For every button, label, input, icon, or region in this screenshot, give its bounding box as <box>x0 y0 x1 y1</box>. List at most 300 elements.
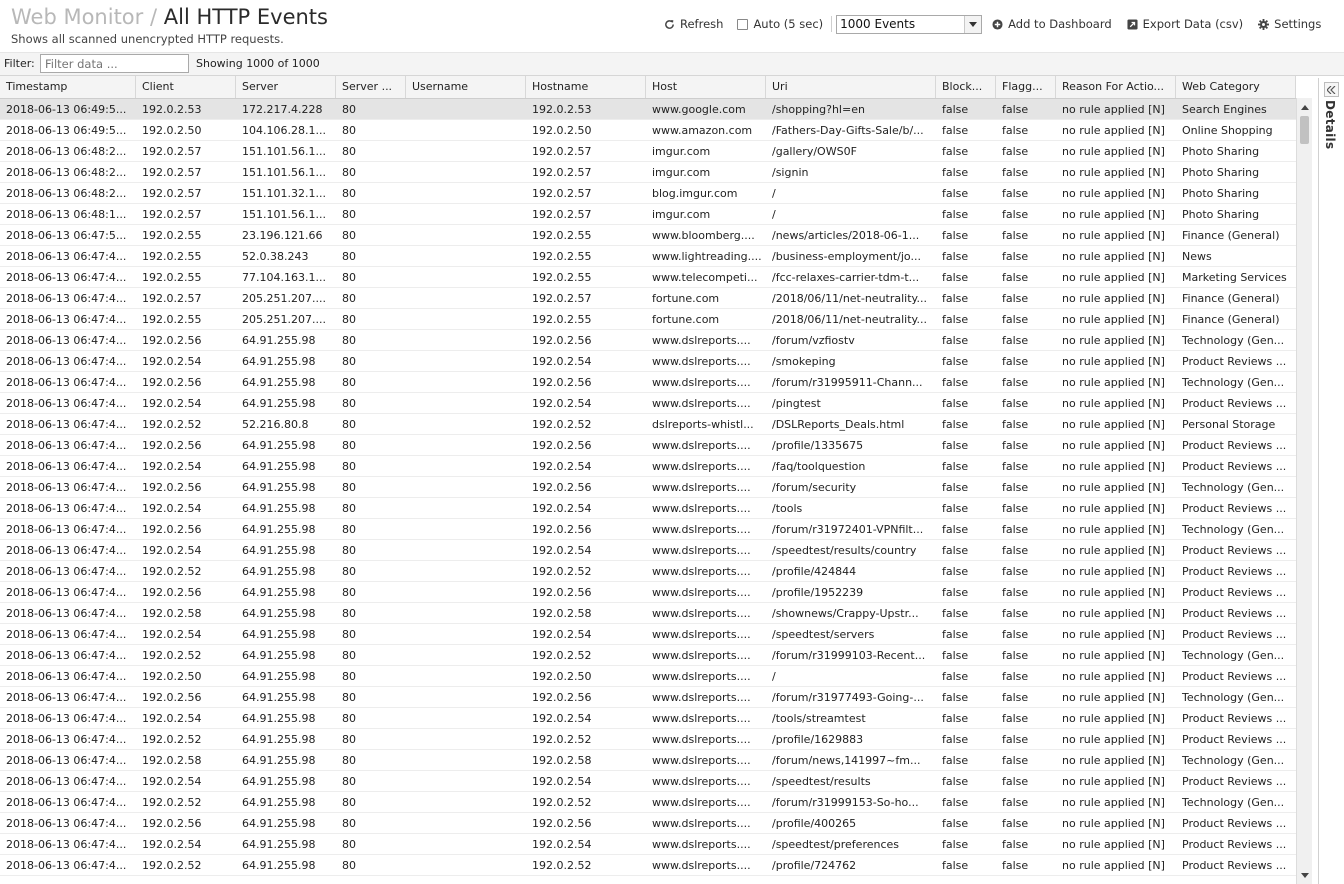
cell-web-category: Product Reviews ... <box>1182 565 1287 578</box>
cell-timestamp: 2018-06-13 06:47:5... <box>6 229 127 242</box>
cell-host: www.dslreports.... <box>652 544 751 557</box>
cell-username <box>406 183 526 203</box>
table-row[interactable] <box>0 351 1296 372</box>
cell-blocked: false <box>942 334 969 347</box>
cell-server: 52.0.38.243 <box>242 250 309 263</box>
cell-server: 64.91.255.98 <box>242 859 316 872</box>
cell-web-category: Technology (Gen... <box>1182 754 1285 767</box>
column-header-server[interactable]: Server <box>236 76 336 98</box>
cell-reason-for-action: no rule applied [N] <box>1062 691 1165 704</box>
cell-reason-for-action: no rule applied [N] <box>1062 586 1165 599</box>
auto-refresh-toggle[interactable] <box>737 17 823 31</box>
cell-reason-for-action: no rule applied [N] <box>1062 502 1165 515</box>
table-row[interactable] <box>0 771 1296 792</box>
cell-web-category: Technology (Gen... <box>1182 334 1285 347</box>
cell-hostname: 192.0.2.56 <box>532 334 592 347</box>
cell-timestamp: 2018-06-13 06:47:4... <box>6 565 127 578</box>
cell-blocked: false <box>942 817 969 830</box>
table-row[interactable] <box>0 813 1296 834</box>
cell-client: 192.0.2.52 <box>142 733 202 746</box>
cell-reason-for-action: no rule applied [N] <box>1062 733 1165 746</box>
cell-uri: /forum/r31999103-Recent... <box>772 649 926 662</box>
cell-timestamp: 2018-06-13 06:47:4... <box>6 628 127 641</box>
filter-bar <box>0 53 1344 76</box>
cell-timestamp: 2018-06-13 06:47:4... <box>6 481 127 494</box>
cell-web-category: Finance (General) <box>1182 229 1280 242</box>
column-header-timestamp[interactable]: Timestamp <box>0 76 136 98</box>
cell-username <box>406 435 526 455</box>
cell-timestamp: 2018-06-13 06:47:4... <box>6 796 127 809</box>
settings-button[interactable] <box>1258 17 1321 31</box>
cell-web-category: Product Reviews ... <box>1182 544 1287 557</box>
cell-host: www.lightreading.... <box>652 250 762 263</box>
cell-server: 64.91.255.98 <box>242 355 316 368</box>
cell-web-category: Technology (Gen... <box>1182 481 1285 494</box>
cell-username <box>406 393 526 413</box>
cell-server-port: 80 <box>342 607 356 620</box>
cell-server-port: 80 <box>342 250 356 263</box>
table-row[interactable] <box>0 414 1296 435</box>
scrollbar-thumb[interactable] <box>1300 116 1309 144</box>
cell-server: 172.217.4.228 <box>242 103 323 116</box>
cell-username <box>406 603 526 623</box>
table-row[interactable] <box>0 225 1296 246</box>
refresh-button[interactable] <box>664 17 723 31</box>
table-row[interactable] <box>0 120 1296 141</box>
cell-username <box>406 666 526 686</box>
cell-host: www.amazon.com <box>652 124 753 137</box>
cell-hostname: 192.0.2.55 <box>532 229 592 242</box>
refresh-label: Refresh <box>680 17 724 31</box>
add-to-dashboard-label: Add to Dashboard <box>1008 17 1112 31</box>
column-header-client[interactable]: Client <box>136 76 236 98</box>
cell-hostname: 192.0.2.58 <box>532 754 592 767</box>
scroll-down-icon[interactable] <box>1297 868 1312 882</box>
cell-timestamp: 2018-06-13 06:47:4... <box>6 817 127 830</box>
auto-refresh-label: Auto (5 sec) <box>753 17 824 31</box>
cell-flagged: false <box>1002 754 1029 767</box>
cell-flagged: false <box>1002 859 1029 872</box>
cell-web-category: Product Reviews ... <box>1182 355 1287 368</box>
cell-reason-for-action: no rule applied [N] <box>1062 775 1165 788</box>
filter-input[interactable] <box>40 54 189 73</box>
table-row[interactable] <box>0 372 1296 393</box>
cell-blocked: false <box>942 418 969 431</box>
cell-host: www.dslreports.... <box>652 481 751 494</box>
cell-client: 192.0.2.57 <box>142 208 202 221</box>
cell-flagged: false <box>1002 607 1029 620</box>
cell-hostname: 192.0.2.52 <box>532 418 592 431</box>
cell-timestamp: 2018-06-13 06:47:4... <box>6 712 127 725</box>
cell-server: 64.91.255.98 <box>242 460 316 473</box>
table-row[interactable] <box>0 708 1296 729</box>
table-row[interactable] <box>0 666 1296 687</box>
cell-host: www.dslreports.... <box>652 523 751 536</box>
cell-username <box>406 624 526 644</box>
cell-server-port: 80 <box>342 355 356 368</box>
cell-client: 192.0.2.56 <box>142 691 202 704</box>
table-row[interactable] <box>0 687 1296 708</box>
cell-flagged: false <box>1002 544 1029 557</box>
cell-uri: /speedtest/results/country <box>772 544 917 557</box>
cell-web-category: Finance (General) <box>1182 292 1280 305</box>
table-row[interactable] <box>0 645 1296 666</box>
cell-server: 64.91.255.98 <box>242 775 316 788</box>
cell-hostname: 192.0.2.57 <box>532 187 592 200</box>
cell-client: 192.0.2.56 <box>142 523 202 536</box>
cell-server: 64.91.255.98 <box>242 628 316 641</box>
events-count-select[interactable] <box>836 15 982 34</box>
column-header-hostname[interactable]: Hostname <box>526 76 646 98</box>
cell-username <box>406 141 526 161</box>
cell-host: www.dslreports.... <box>652 607 751 620</box>
cell-timestamp: 2018-06-13 06:47:4... <box>6 418 127 431</box>
cell-hostname: 192.0.2.54 <box>532 775 592 788</box>
cell-username <box>406 540 526 560</box>
cell-client: 192.0.2.53 <box>142 103 202 116</box>
cell-flagged: false <box>1002 628 1029 641</box>
cell-blocked: false <box>942 124 969 137</box>
table-row[interactable] <box>0 834 1296 855</box>
cell-timestamp: 2018-06-13 06:47:4... <box>6 376 127 389</box>
scroll-up-icon[interactable] <box>1297 100 1312 114</box>
cell-flagged: false <box>1002 103 1029 116</box>
table-row[interactable] <box>0 99 1296 120</box>
column-header-blocked[interactable]: Block... <box>936 76 996 98</box>
table-row[interactable] <box>0 309 1296 330</box>
cell-blocked: false <box>942 649 969 662</box>
cell-server-port: 80 <box>342 565 356 578</box>
cell-client: 192.0.2.56 <box>142 586 202 599</box>
cell-host: blog.imgur.com <box>652 187 738 200</box>
table-row[interactable] <box>0 204 1296 225</box>
table-row[interactable] <box>0 477 1296 498</box>
cell-host: fortune.com <box>652 313 720 326</box>
cell-blocked: false <box>942 775 969 788</box>
table-row[interactable] <box>0 246 1296 267</box>
table-scrollbar[interactable] <box>1296 98 1312 884</box>
cell-web-category: Photo Sharing <box>1182 145 1260 158</box>
cell-timestamp: 2018-06-13 06:49:5... <box>6 103 127 116</box>
column-header-reason-for-action[interactable]: Reason For Actio... <box>1056 76 1176 98</box>
table-row[interactable] <box>0 792 1296 813</box>
cell-flagged: false <box>1002 397 1029 410</box>
cell-host: imgur.com <box>652 208 711 221</box>
cell-server-port: 80 <box>342 502 356 515</box>
cell-server: 64.91.255.98 <box>242 691 316 704</box>
cell-server: 64.91.255.98 <box>242 670 316 683</box>
cell-reason-for-action: no rule applied [N] <box>1062 859 1165 872</box>
cell-hostname: 192.0.2.55 <box>532 250 592 263</box>
table-row[interactable] <box>0 183 1296 204</box>
cell-host: www.dslreports.... <box>652 838 751 851</box>
cell-server: 64.91.255.98 <box>242 439 316 452</box>
table-row[interactable] <box>0 582 1296 603</box>
cell-web-category: Technology (Gen... <box>1182 691 1285 704</box>
cell-reason-for-action: no rule applied [N] <box>1062 838 1165 851</box>
cell-web-category: Product Reviews ... <box>1182 712 1287 725</box>
table-row[interactable] <box>0 267 1296 288</box>
details-panel-label[interactable]: Details <box>1323 100 1337 150</box>
cell-blocked: false <box>942 103 969 116</box>
cell-server-port: 80 <box>342 523 356 536</box>
chevron-down-icon[interactable] <box>964 16 981 33</box>
cell-host: www.dslreports.... <box>652 502 751 515</box>
cell-hostname: 192.0.2.57 <box>532 145 592 158</box>
cell-client: 192.0.2.52 <box>142 649 202 662</box>
cell-blocked: false <box>942 502 969 515</box>
cell-host: www.bloomberg.... <box>652 229 755 242</box>
cell-client: 192.0.2.57 <box>142 187 202 200</box>
cell-timestamp: 2018-06-13 06:47:4... <box>6 523 127 536</box>
cell-client: 192.0.2.54 <box>142 775 202 788</box>
cell-username <box>406 414 526 434</box>
expand-details-icon[interactable] <box>1324 82 1339 97</box>
cell-uri: /profile/400265 <box>772 817 857 830</box>
cell-client: 192.0.2.58 <box>142 754 202 767</box>
cell-blocked: false <box>942 355 969 368</box>
column-header-web-category[interactable]: Web Category <box>1176 76 1296 98</box>
cell-client: 192.0.2.55 <box>142 250 202 263</box>
cell-blocked: false <box>942 460 969 473</box>
cell-username <box>406 729 526 749</box>
cell-username <box>406 309 526 329</box>
cell-client: 192.0.2.56 <box>142 376 202 389</box>
cell-blocked: false <box>942 796 969 809</box>
column-header-host[interactable]: Host <box>646 76 766 98</box>
cell-username <box>406 750 526 770</box>
table-row[interactable] <box>0 519 1296 540</box>
cell-username <box>406 582 526 602</box>
cell-username <box>406 519 526 539</box>
cell-flagged: false <box>1002 817 1029 830</box>
cell-timestamp: 2018-06-13 06:47:4... <box>6 670 127 683</box>
cell-uri: /business-employment/jo... <box>772 250 921 263</box>
cell-blocked: false <box>942 376 969 389</box>
cell-timestamp: 2018-06-13 06:47:4... <box>6 754 127 767</box>
table-row[interactable] <box>0 624 1296 645</box>
cell-client: 192.0.2.56 <box>142 439 202 452</box>
cell-uri: /tools <box>772 502 803 515</box>
showing-count: Showing 1000 of 1000 <box>196 57 320 70</box>
events-table <box>0 76 1296 884</box>
cell-reason-for-action: no rule applied [N] <box>1062 334 1165 347</box>
table-row[interactable] <box>0 288 1296 309</box>
cell-uri: /pingtest <box>772 397 821 410</box>
cell-server: 64.91.255.98 <box>242 754 316 767</box>
table-row[interactable] <box>0 498 1296 519</box>
cell-client: 192.0.2.52 <box>142 565 202 578</box>
cell-reason-for-action: no rule applied [N] <box>1062 439 1165 452</box>
cell-web-category: Product Reviews ... <box>1182 859 1287 872</box>
cell-blocked: false <box>942 565 969 578</box>
cell-client: 192.0.2.54 <box>142 712 202 725</box>
cell-client: 192.0.2.57 <box>142 145 202 158</box>
toolbar <box>664 13 1321 35</box>
cell-server-port: 80 <box>342 103 356 116</box>
table-row[interactable] <box>0 729 1296 750</box>
cell-host: dslreports-whistl... <box>652 418 754 431</box>
column-header-server-port[interactable]: Server ... <box>336 76 406 98</box>
cell-web-category: Product Reviews ... <box>1182 775 1287 788</box>
cell-web-category: Product Reviews ... <box>1182 838 1287 851</box>
cell-flagged: false <box>1002 292 1029 305</box>
cell-hostname: 192.0.2.57 <box>532 208 592 221</box>
cell-server-port: 80 <box>342 229 356 242</box>
cell-hostname: 192.0.2.54 <box>532 838 592 851</box>
cell-client: 192.0.2.54 <box>142 838 202 851</box>
cell-timestamp: 2018-06-13 06:49:5... <box>6 124 127 137</box>
cell-server-port: 80 <box>342 439 356 452</box>
cell-username <box>406 645 526 665</box>
cell-hostname: 192.0.2.58 <box>532 607 592 620</box>
cell-username <box>406 204 526 224</box>
table-row[interactable] <box>0 393 1296 414</box>
cell-server-port: 80 <box>342 712 356 725</box>
cell-host: www.telecompeti... <box>652 271 758 284</box>
cell-flagged: false <box>1002 460 1029 473</box>
table-row[interactable] <box>0 330 1296 351</box>
cell-blocked: false <box>942 523 969 536</box>
cell-server-port: 80 <box>342 313 356 326</box>
cell-host: www.dslreports.... <box>652 628 751 641</box>
table-row[interactable] <box>0 603 1296 624</box>
cell-server: 52.216.80.8 <box>242 418 309 431</box>
add-to-dashboard-button[interactable] <box>992 17 1112 31</box>
cell-web-category: Product Reviews ... <box>1182 628 1287 641</box>
cell-username <box>406 771 526 791</box>
cell-flagged: false <box>1002 187 1029 200</box>
cell-server-port: 80 <box>342 124 356 137</box>
cell-server: 151.101.56.1... <box>242 145 326 158</box>
cell-server-port: 80 <box>342 376 356 389</box>
table-row[interactable] <box>0 162 1296 183</box>
cell-timestamp: 2018-06-13 06:47:4... <box>6 775 127 788</box>
cell-timestamp: 2018-06-13 06:47:4... <box>6 250 127 263</box>
cell-host: www.dslreports.... <box>652 670 751 683</box>
cell-server: 64.91.255.98 <box>242 544 316 557</box>
auto-refresh-checkbox[interactable] <box>737 19 748 30</box>
table-row[interactable] <box>0 855 1296 876</box>
cell-flagged: false <box>1002 439 1029 452</box>
cell-blocked: false <box>942 733 969 746</box>
cell-host: www.dslreports.... <box>652 733 751 746</box>
cell-flagged: false <box>1002 586 1029 599</box>
cell-server-port: 80 <box>342 775 356 788</box>
cell-hostname: 192.0.2.56 <box>532 691 592 704</box>
cell-server: 64.91.255.98 <box>242 733 316 746</box>
table-row[interactable] <box>0 141 1296 162</box>
cell-blocked: false <box>942 607 969 620</box>
cell-reason-for-action: no rule applied [N] <box>1062 208 1165 221</box>
cell-flagged: false <box>1002 145 1029 158</box>
cell-server: 64.91.255.98 <box>242 565 316 578</box>
cell-timestamp: 2018-06-13 06:48:2... <box>6 166 127 179</box>
column-header-username[interactable]: Username <box>406 76 526 98</box>
settings-label: Settings <box>1274 17 1322 31</box>
cell-host: www.dslreports.... <box>652 796 751 809</box>
cell-hostname: 192.0.2.56 <box>532 817 592 830</box>
cell-flagged: false <box>1002 670 1029 683</box>
cell-web-category: Online Shopping <box>1182 124 1273 137</box>
cell-uri: /forum/news,141997~fm... <box>772 754 921 767</box>
cell-hostname: 192.0.2.54 <box>532 355 592 368</box>
cell-blocked: false <box>942 586 969 599</box>
cell-uri: /shownews/Crappy-Upstr... <box>772 607 919 620</box>
cell-flagged: false <box>1002 334 1029 347</box>
cell-hostname: 192.0.2.53 <box>532 103 592 116</box>
cell-server: 64.91.255.98 <box>242 502 316 515</box>
cell-reason-for-action: no rule applied [N] <box>1062 229 1165 242</box>
cell-timestamp: 2018-06-13 06:47:4... <box>6 733 127 746</box>
cell-server-port: 80 <box>342 754 356 767</box>
cell-server: 64.91.255.98 <box>242 712 316 725</box>
cell-web-category: Technology (Gen... <box>1182 649 1285 662</box>
export-data-label: Export Data (csv) <box>1142 17 1244 31</box>
cell-server-port: 80 <box>342 292 356 305</box>
cell-server-port: 80 <box>342 481 356 494</box>
breadcrumb-separator: / <box>149 5 158 29</box>
cell-timestamp: 2018-06-13 06:48:2... <box>6 145 127 158</box>
cell-flagged: false <box>1002 418 1029 431</box>
cell-hostname: 192.0.2.54 <box>532 544 592 557</box>
cell-blocked: false <box>942 292 969 305</box>
cell-host: www.dslreports.... <box>652 355 751 368</box>
cell-web-category: Technology (Gen... <box>1182 523 1285 536</box>
cell-username <box>406 477 526 497</box>
cell-web-category: Technology (Gen... <box>1182 796 1285 809</box>
cell-flagged: false <box>1002 481 1029 494</box>
cell-username <box>406 120 526 140</box>
cell-timestamp: 2018-06-13 06:47:4... <box>6 397 127 410</box>
cell-server-port: 80 <box>342 733 356 746</box>
cell-client: 192.0.2.54 <box>142 628 202 641</box>
cell-server-port: 80 <box>342 796 356 809</box>
column-header-uri[interactable]: Uri <box>766 76 936 98</box>
cell-host: www.dslreports.... <box>652 649 751 662</box>
cell-blocked: false <box>942 250 969 263</box>
table-row[interactable] <box>0 540 1296 561</box>
cell-flagged: false <box>1002 775 1029 788</box>
cell-flagged: false <box>1002 523 1029 536</box>
table-row[interactable] <box>0 456 1296 477</box>
table-row[interactable] <box>0 750 1296 771</box>
cell-uri: /Fathers-Day-Gifts-Sale/b/... <box>772 124 924 137</box>
cell-blocked: false <box>942 628 969 641</box>
export-data-button[interactable] <box>1127 17 1244 31</box>
table-row[interactable] <box>0 435 1296 456</box>
cell-uri: /forum/security <box>772 481 857 494</box>
cell-flagged: false <box>1002 502 1029 515</box>
cell-blocked: false <box>942 271 969 284</box>
page-subtitle: Shows all scanned unencrypted HTTP requests. <box>11 32 284 46</box>
breadcrumb-web-monitor[interactable]: Web Monitor <box>11 5 144 29</box>
cell-blocked: false <box>942 859 969 872</box>
table-row[interactable] <box>0 561 1296 582</box>
cell-reason-for-action: no rule applied [N] <box>1062 460 1165 473</box>
cell-host: www.dslreports.... <box>652 775 751 788</box>
cell-server: 64.91.255.98 <box>242 376 316 389</box>
cell-flagged: false <box>1002 712 1029 725</box>
cell-reason-for-action: no rule applied [N] <box>1062 628 1165 641</box>
cell-uri: /forum/r31995911-Chann... <box>772 376 923 389</box>
cell-timestamp: 2018-06-13 06:47:4... <box>6 355 127 368</box>
cell-server: 151.101.32.1... <box>242 187 326 200</box>
cell-client: 192.0.2.52 <box>142 796 202 809</box>
cell-client: 192.0.2.55 <box>142 229 202 242</box>
cell-hostname: 192.0.2.52 <box>532 796 592 809</box>
column-header-flagged[interactable]: Flagg... <box>996 76 1056 98</box>
